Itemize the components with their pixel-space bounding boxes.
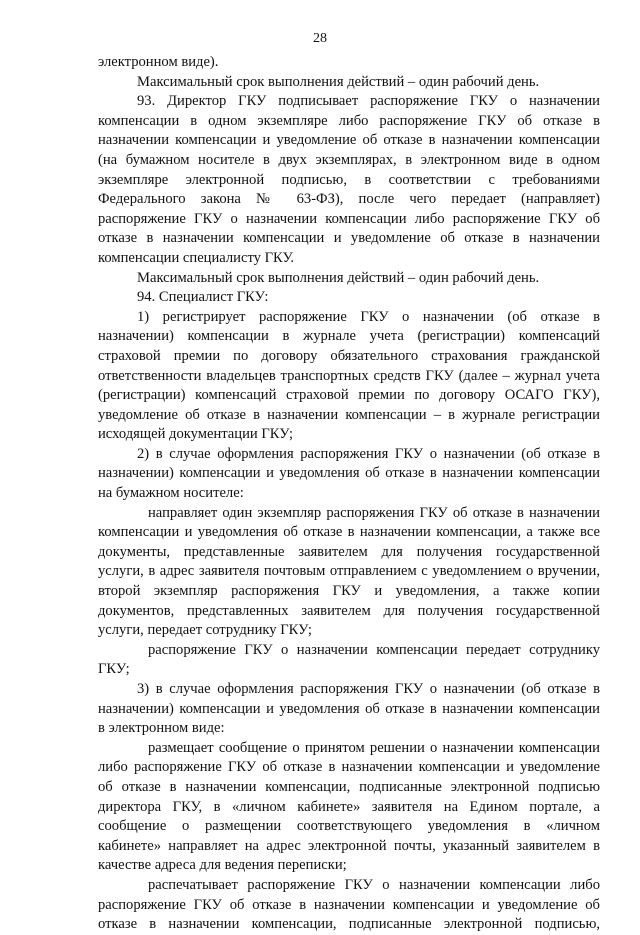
text-line: (регистрации) компенсаций страховой премии по договору ОСАГО ГКУ),: [98, 387, 600, 404]
text-line: на бумажном носителе:: [98, 485, 244, 502]
text-line: услуги, в адрес заявителя почтовым отправлением с уведомлением о вручении,: [98, 563, 600, 580]
text-line: распечатывает распоряжение ГКУ о назначении компенсации либо: [148, 876, 600, 893]
page-number: 28: [313, 31, 327, 46]
text-line: распоряжение ГКУ об отказе в назначении компенсации и уведомление об: [98, 896, 600, 913]
text-line: качестве адреса для ведения переписки;: [98, 857, 347, 874]
text-line: Федерального закона № 63-ФЗ), после чего передает (направляет): [98, 191, 600, 208]
text-line: назначении) компенсации в журнале учета (регистрации) компенсаций: [98, 328, 600, 345]
text-line: кабинете» направляет на адрес электронной почты, указанный заявителем в: [98, 837, 600, 854]
text-line: распоряжение ГКУ о назначении компенсации передает сотруднику: [148, 641, 600, 658]
text-line: в электронном виде:: [98, 720, 225, 737]
text-line: электронном виде).: [98, 54, 219, 70]
text-line: второй экземпляр распоряжения ГКУ и уведомления, а также копии: [98, 583, 600, 600]
text-line: назначении компенсации и уведомление об отказе в назначении компенсации: [98, 132, 600, 149]
text-line: страховой премии по договору обязательного страхования гражданской: [98, 347, 600, 364]
text-line: услуги, передает сотруднику ГКУ;: [98, 622, 312, 639]
text-line: уведомление об отказе в назначении компенсации – в журнале регистрации: [98, 406, 600, 423]
text-line: Максимальный срок выполнения действий – один рабочий день.: [137, 73, 540, 90]
text-line: назначении) компенсации и уведомления об отказе в назначении компенсации: [98, 700, 600, 717]
text-line: распоряжение ГКУ о назначении компенсации либо распоряжение ГКУ об: [98, 210, 600, 227]
text-line: экземпляре электронной подписью, в соответствии с требованиями: [98, 171, 600, 188]
text-line: исходящей документации ГКУ;: [98, 426, 294, 443]
text-line: директора ГКУ, в «личном кабинете» заявителя на Едином портале, а: [98, 798, 600, 815]
text-line: 3) в случае оформления распоряжения ГКУ о назначении (об отказе в: [137, 681, 600, 697]
text-line: ГКУ;: [98, 661, 130, 678]
text-line: либо распоряжение ГКУ об отказе в назначении компенсации и уведомление: [98, 759, 600, 776]
text-line: 94. Специалист ГКУ:: [137, 289, 269, 306]
text-line: документов, представленных заявителем для получения государственной: [98, 602, 600, 619]
text-line: (на бумажном носителе в двух экземплярах, в электронном виде в одном: [98, 151, 600, 168]
text-line: 93. Директор ГКУ подписывает распоряжение ГКУ о назначении: [137, 93, 600, 110]
text-line: 1) регистрирует распоряжение ГКУ о назначении (об отказе в: [137, 308, 600, 325]
text-line: компенсации в одном экземпляре либо распоряжение ГКУ об отказе в: [98, 112, 600, 129]
text-line: компенсации специалисту ГКУ.: [98, 249, 295, 266]
text-line: 2) в случае оформления распоряжения ГКУ о назначении (об отказе в: [137, 445, 600, 462]
text-line: об отказе в назначении компенсации, подписанные электронной подписью: [98, 778, 600, 795]
text-line: отказе в назначении компенсации, подписанные электронной подписью,: [98, 916, 600, 933]
text-line: назначении) компенсации и уведомления об отказе в назначении компенсации: [98, 465, 600, 482]
text-line: отказе в назначении компенсации и уведомление об отказе в назначении: [98, 230, 600, 247]
document-body: [98, 53, 600, 935]
text-line: компенсации и уведомления об отказе в назначении компенсации, а также все: [98, 524, 600, 541]
text-line: сообщение о размещении соответствующего уведомления в «личном: [98, 818, 600, 835]
text-line: направляет один экземпляр распоряжения ГКУ об отказе в назначении: [148, 504, 600, 521]
text-line: Максимальный срок выполнения действий – один рабочий день.: [137, 269, 540, 286]
text-line: размещает сообщение о принятом решении о назначении компенсации: [148, 739, 600, 756]
text-line: ответственности владельцев транспортных средств ГКУ (далее – журнал учета: [98, 367, 600, 384]
text-line: документы, представленные заявителем для получения государственной: [98, 543, 600, 560]
